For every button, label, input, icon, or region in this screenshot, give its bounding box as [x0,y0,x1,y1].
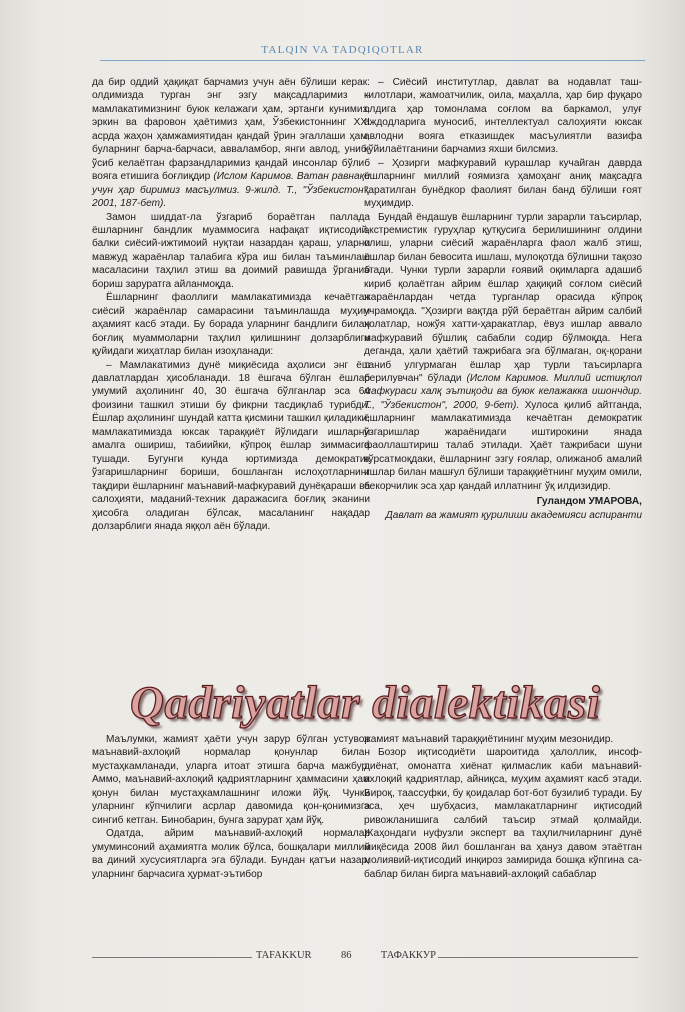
footer-rule-left [92,957,252,958]
top-right-column [364,76,642,522]
citation: (Ислом Каримов. Миллий истиқлол мафкураси халқ эътиқоди ва буюк келажакка ишончдир. Т., "Ўзбекистон", 2000, 9-бет). [364,372,642,411]
paragraph: – Мамлакатимиз дунё миқиёсида аҳолиси энг ёш давлатлардан ҳисобланади. 18 ёшгача бўлган ёшлар умумий аҳолининг 40, 30 ёшгача бўлганлар эса 64 фоизини ташкил этиши бу фикрни тасдиқлаб турибди. Ёшлар аҳолининг шундай катта қисмини ташкил қиладики, мамлакатимизда юксак тараққиёт йўлидаги ишларни амалга ошириш, табиийки, кўпроқ ёшлар зиммасига тушади. Бугунги кунда юртимизда демократик ўзгаришларнинг бориши, бошланган ислоҳотларнинг тақдири ёшларнинг маънавий-мафкуравий дунёқараши ва салоҳияти, маданий-техник даражасига боғлиқ эканини ҳисобга оладиган бўлсак, масаланинг нақадар долзарблиги янада яққол аён бўлади. [92,359,370,532]
paragraph-text: Бундай ёндашув ёшларнинг турли зарарли таъсирлар, экстремистик гуруҳлар қутқусига берилишининг олдини олиш, уларни сиёсий жараёнларга фаол жалб этиш, ёшлар билан бевосита ишлаш, мулоқотда бўлишни тақозо этади. Чунки турли зарарли ғоявий оқимларга адашиб кириб қолаётган айрим ёшлар ҳақиқий соғлом сиёсий жараёнлардан четда турганлар орасида кўпроқ учрамоқда. "Ҳозирги вақтда рўй бераётган айрим салбий ҳолатлар, ножўя хатти-ҳаракатлар, ёвуз ишлар аввало мафкуравий бўшлиқ сабабли содир бўлмоқда. Нега деганда, ҳали ҳаётий тажрибага эга бўлмаган, оқ-қорани таниб улгурмаган ёшлар ҳар турли таъсирларга берилувчан" бўлади [364,211,642,384]
top-left-column [92,76,370,533]
paragraph: – Ҳозирги мафкуравий курашлар кучайган даврда ёшларнинг миллий ғоямизга ҳамоҳанг аниқ мақсадга қаратилган бунёдкор фаолият билан банд бўлиши ғоят муҳимдир. [364,157,642,210]
paragraph: – Сиёсий институтлар, давлат ва нодавлат ташкилотлари, жамоатчилик, оила, маҳалла, ҳар бир фуқаро олдига ҳар томонлама соғлом ва баркамол, улуғ аждодларига муносиб, интеллектуал салоҳияти юксак авлодни вояга етказишдек масъулиятли вазифа қўйилаётганини барчамиз яхши билсмиз. [364,77,642,156]
author-name: Гуландом УМАРОВА, [536,496,642,508]
page-number: 86 [340,950,352,961]
paragraph-text: Хулоса қилиб айтганда, ёшларнинг мамлакатимизда кечаётган демократик ўзгаришлар жараёнидаги иштирокини янада фаоллаштириш талаб этилади. Ҳаёт тажрибаси шуни кўрсатмоқдаки, ёшларнинг эзгу ғоялар, олижаноб амалий ишлар билан машғул бўлиши тараққиётнинг муҳим омили, бекорчилик эса ҳар қандай иллатнинг ўқ илдизидир. [364,399,642,492]
paragraph [92,76,370,211]
footer-journal-latin: TAFAKKUR [256,950,312,961]
footer-journal-cyrillic: ТАФАККУР [380,950,436,961]
footer [256,950,436,961]
paragraph: жамият маънавий тараққиётининг муҳим мезонидир. [364,734,614,745]
author-affiliation: Давлат ва жамият қурилиши академияси аспиранти [385,509,642,521]
paragraph: Ёшларнинг фаоллиги мамлакатимизда кечаётган сиёсий жараёнлар самарасини таъминлашда муҳим аҳамият касб этади. Бу борада уларнинг бандлиги билан боғлиқ муаммоларни таҳлил қилишнинг долзарблиги қуйидаги жиҳатлар билан изоҳланади: [92,292,370,358]
section-header: TALQIN VA TADQIQOTLAR [261,44,424,56]
paragraph: Бозор иқтисодиёти шароитида ҳалоллик, инсоф-диёнат, омонатга хиёнат қилмаслик каби маънавий-ахлоқий қадриятлар, айниқса, муҳим аҳамият касб этади. Бироқ, таассуфки, бу қоидалар бот-бот бузилиб туради. Бу эса, ҳеч шубҳасиз, мамлакатларнинг иқтисодий ривожланишига салбий таъсир этмай қолмайди. Жаҳондаги нуфузли эксперт ва таҳлилчиларнинг дунё миқёсида 2008 йил бошланган ва ҳануз давом этаётган молиявий-иқтисодий инқироз замирида бошқа кўпгина сабаблар билан бирга маънавий-ахлоқий сабаблар [364,747,642,880]
paragraph [364,211,642,494]
citation: (Ислом Каримов. Ватан равнақи учун ҳар биримиз масъулмиз. 9-жилд. Т., "Ўзбекистон", 2001, 187-бет). [92,171,370,210]
paragraph: Маълумки, жамият ҳаёти учун зарур бўлган устувор маънавий-ахлоқий нормалар қонунлар билан мустаҳкамланади, уларга итоат этишга барча мажбур. Аммо, маънавий-ахлоқий қадриятларнинг ҳаммасини ҳам қонун билан мустаҳкамлашнинг иложи йўқ. Чунки уларнинг кўпчилиги асрлар давомида қон-қонимизга сингиб кетган. Бинобарин, бунга зарурат ҳам йўқ. [92,734,370,826]
paragraph: Одатда, айрим маънавий-ахлоқий нормалар умуминсоний аҳамиятга молик бўлса, бошқалари миллий ва диний хусусиятларга эга бўлади. Бундан қатъи назар, уларнинг барчасига ҳурмат-эътибор [92,828,370,880]
bottom-left-column [92,733,370,881]
bottom-right-column [364,733,642,881]
footer-rule-right [438,957,638,958]
header-rule [100,60,645,61]
article-title-banner: Qadriyatlar dialektikasi [130,677,601,729]
paragraph: Замон шиддат-ла ўзгариб бораётган паллада ёшларнинг бандлик муаммосига нафақат иқтисодий, балки сиёсий-ижтимоий нуқтаи назардан қараш, уларни мавжуд жараёнлар талабига кўра иш билан таъминлаш масаласини таҳлил этиш ва доимий равишда ўрганиб бориш заруратга айланмоқда. [92,211,370,290]
paragraph-text: да бир оддий ҳақиқат барчамиз учун аён бўлиши керак: олдимизда турган энг эзгу мақсадларимиз – мамлакатимизнинг буюк келажаги ҳам, эртанги кунимиз, эркин ва фаровон ҳаётимиз ҳам, Ўзбекистоннинг XXI асрда жаҳон ҳамжамиятидан қандай ўрин эгаллаши ҳам, буларнинг барча-барчаси, авваламбор, янги авлод, униб-ўсиб келаётган фарзандларимиз қандай инсонлар бўлиб вояга етишига боғлиқдир [92,77,370,183]
